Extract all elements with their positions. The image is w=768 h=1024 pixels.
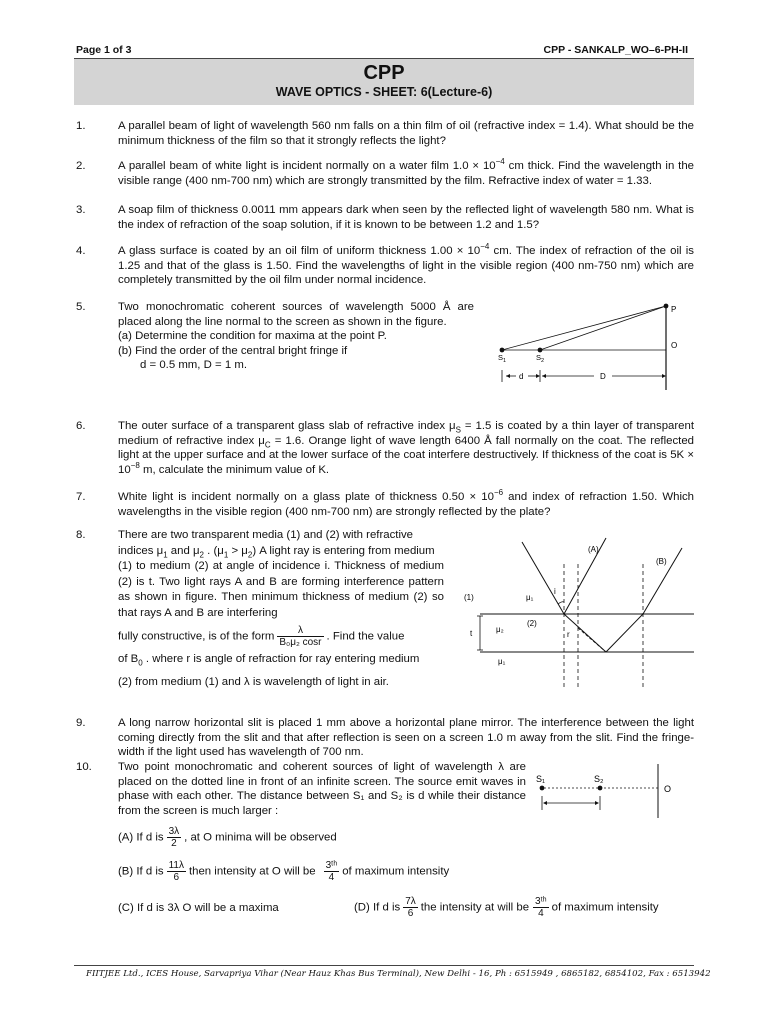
title-band bbox=[74, 59, 694, 105]
svg-text:S2: $S_2$ bbox=[536, 353, 545, 364]
question-text: The outer surface of a transparent glass slab of refractive index $\mu_S = 1.5$ is coated by a thin layer of transparent medium of refractive index $\mu_C = 1.6$. Orange light of wave length 6400 Å fall normally on the coat. The reflected light at the upper surface and at the lower surface of the coat interfere destructively. If thickness of the coat is $5K \times 10^{-8}$ m, calculate the minimum value of K. bbox=[118, 420, 694, 476]
question-number: 10. bbox=[76, 761, 92, 773]
svg-text:S₂: S₂ bbox=[594, 774, 604, 784]
svg-text:μ₁: μ₁ bbox=[498, 657, 506, 666]
question-number: 5. bbox=[76, 301, 86, 313]
footer-divider bbox=[74, 965, 694, 966]
option-b: (B) If d is $\frac{11\lambda}{6}$ then intensity at O will be $\frac{\text{3ᵗʰ}}{4}$ of maximum intensity bbox=[118, 860, 450, 883]
question-number: 3. bbox=[76, 204, 86, 216]
svg-text:d: d bbox=[519, 372, 524, 381]
question-number: 4. bbox=[76, 245, 86, 257]
question-number: 8. bbox=[76, 529, 86, 541]
thin-film-rays-figure bbox=[460, 534, 696, 694]
svg-text:D: D bbox=[600, 372, 606, 381]
svg-text:O: O bbox=[664, 784, 672, 794]
question-text: There are two transparent media (1) and (2) with refractive indices $\mu_1$ and $\mu_2$ . $(\mu_1 > \mu_2)$ A light ray is entering from medium (1) to medium (2) at angle of incidence i. Thickness of medium (2) is t. Two light rays A and B are forming interference pattern as shown in figure. Then minimum thickness of medium (2) so that rays A and B are interfering fully constructive, is of the form $\frac{\lambda}{\text{B₀μ₂ cosr}}$ . Find the value of $B_0$ . where r is angle of refraction for ray entering medium (2) from medium (1) and λ is wavelength of light in air. bbox=[118, 529, 444, 688]
svg-text:O: O bbox=[671, 341, 678, 350]
question-text: A glass surface is coated by an oil film of uniform thickness $1.00 \times 10^{-4}$ cm. The index of refraction of the oil is 1.25 and that of the glass is 1.50. Find the wavelengths of light in the visible region (400 nm-750 nm) which are completely transmitted by the oil film under normal incidence. bbox=[118, 242, 694, 286]
question-number: 7. bbox=[76, 491, 86, 503]
svg-text:μ₁: μ₁ bbox=[526, 593, 534, 602]
svg-text:(B): (B) bbox=[656, 557, 667, 566]
fraction: $\frac{11\lambda}{6}$ bbox=[168, 860, 184, 883]
svg-text:S1: $S_1$ bbox=[498, 353, 507, 364]
fraction: $\frac{\text{3ᵗʰ}}{4}$ bbox=[535, 896, 547, 919]
option-d: (D) If d is $\frac{7\lambda}{6}$ the intensity at will be $\frac{\text{3ᵗʰ}}{4}$ of maximum intensity bbox=[354, 896, 659, 919]
fraction: $\frac{3\lambda}{2}$ bbox=[168, 826, 180, 849]
question-text: White light is incident normally on a glass plate of thickness $0.50 \times 10^{-6}$ and index of refraction 1.50. Which wavelengths in the visible region (400 nm-700 nm) are strongly reflected by the plate? bbox=[118, 488, 695, 518]
question-text: A parallel beam of light of wavelength 560 nm falls on a thin film of oil (refractive index = 1.4). What should be the minimum thickness of the film so that it strongly reflects the light? bbox=[118, 120, 694, 147]
svg-text:(2): (2) bbox=[527, 619, 537, 628]
svg-text:r: r bbox=[567, 630, 570, 639]
svg-text:(A): (A) bbox=[588, 545, 599, 554]
question-number: 1. bbox=[76, 120, 86, 132]
svg-text:μ₂: μ₂ bbox=[496, 625, 504, 634]
question-number: 9. bbox=[76, 717, 86, 729]
sheet-subtitle: WAVE OPTICS - SHEET: 6(Lecture-6) bbox=[275, 85, 493, 99]
fraction: $\frac{\lambda}{\text{B₀μ₂ cosr}}$ bbox=[279, 625, 322, 648]
question-text: A soap film of thickness 0.0011 mm appears dark when seen by the reflected light of wavelength 580 nm. What is the index of refraction of the soap solution, if it is known to be between 1.2 and 1.5? bbox=[118, 204, 694, 231]
document-code: CPP - SANKALP_WO–6-PH-II bbox=[543, 44, 688, 56]
question-text: Two point monochromatic and coherent sources of light of wavelength λ are placed on the dotted line in front of an infinite screen. The source emit waves in phase with each other. The distance between S₁ and S₂ is d while their distance from the screen is much larger : bbox=[118, 761, 526, 817]
fraction: $\frac{7\lambda}{6}$ bbox=[405, 896, 416, 919]
two-sources-screen-figure bbox=[488, 300, 694, 392]
svg-text:t: t bbox=[470, 629, 473, 638]
svg-text:S₁: S₁ bbox=[536, 774, 546, 784]
page-number: Page 1 of 3 bbox=[76, 44, 132, 56]
sources-on-line-figure bbox=[530, 762, 700, 822]
option-a: (A) If d is $\frac{3\lambda}{2}$ , at O minima will be observed bbox=[118, 826, 337, 849]
question-text: A parallel beam of white light is incident normally on a water film $1.0 \times 10^{-4}$ cm thick. Find the wavelength in the visible range (400 nm-700 nm) which are strongly transmitted by the film. Refractive index of water = 1.33. bbox=[118, 157, 694, 187]
question-number: 2. bbox=[76, 160, 86, 172]
question-number: 6. bbox=[76, 420, 86, 432]
footer-address: FIITJEE Ltd., ICES House, Sarvapriya Vihar (Near Hauz Khas Bus Terminal), New Delhi - 16, Ph : 6515949 , 6865182, 6854102, Fax : 6513942 bbox=[86, 969, 711, 979]
option-c: (C) If d is 3λ O will be a maxima bbox=[118, 902, 279, 914]
svg-text:P: P bbox=[671, 305, 677, 314]
page-title: CPP bbox=[363, 62, 405, 84]
svg-text:i: i bbox=[554, 587, 556, 596]
svg-text:(1): (1) bbox=[464, 593, 474, 602]
question-text: Two monochromatic coherent sources of wavelength 5000 Å are placed along the line normal to the screen as shown in the figure. (a) Determine the condition for maxima at the point P. (b) Find the order of the central bright fringe if d = 0.5 mm, D = 1 m. bbox=[118, 301, 474, 371]
fraction: $\frac{\text{3ᵗʰ}}{4}$ bbox=[325, 860, 338, 883]
question-text: A long narrow horizontal slit is placed 1 mm above a horizontal plane mirror. The interference between the light coming directly from the slit and that after reflection is seen on a screen 1.0 m away from the slit. Find the fringe-width if the light used has wavelength of 700 nm. bbox=[118, 717, 694, 758]
